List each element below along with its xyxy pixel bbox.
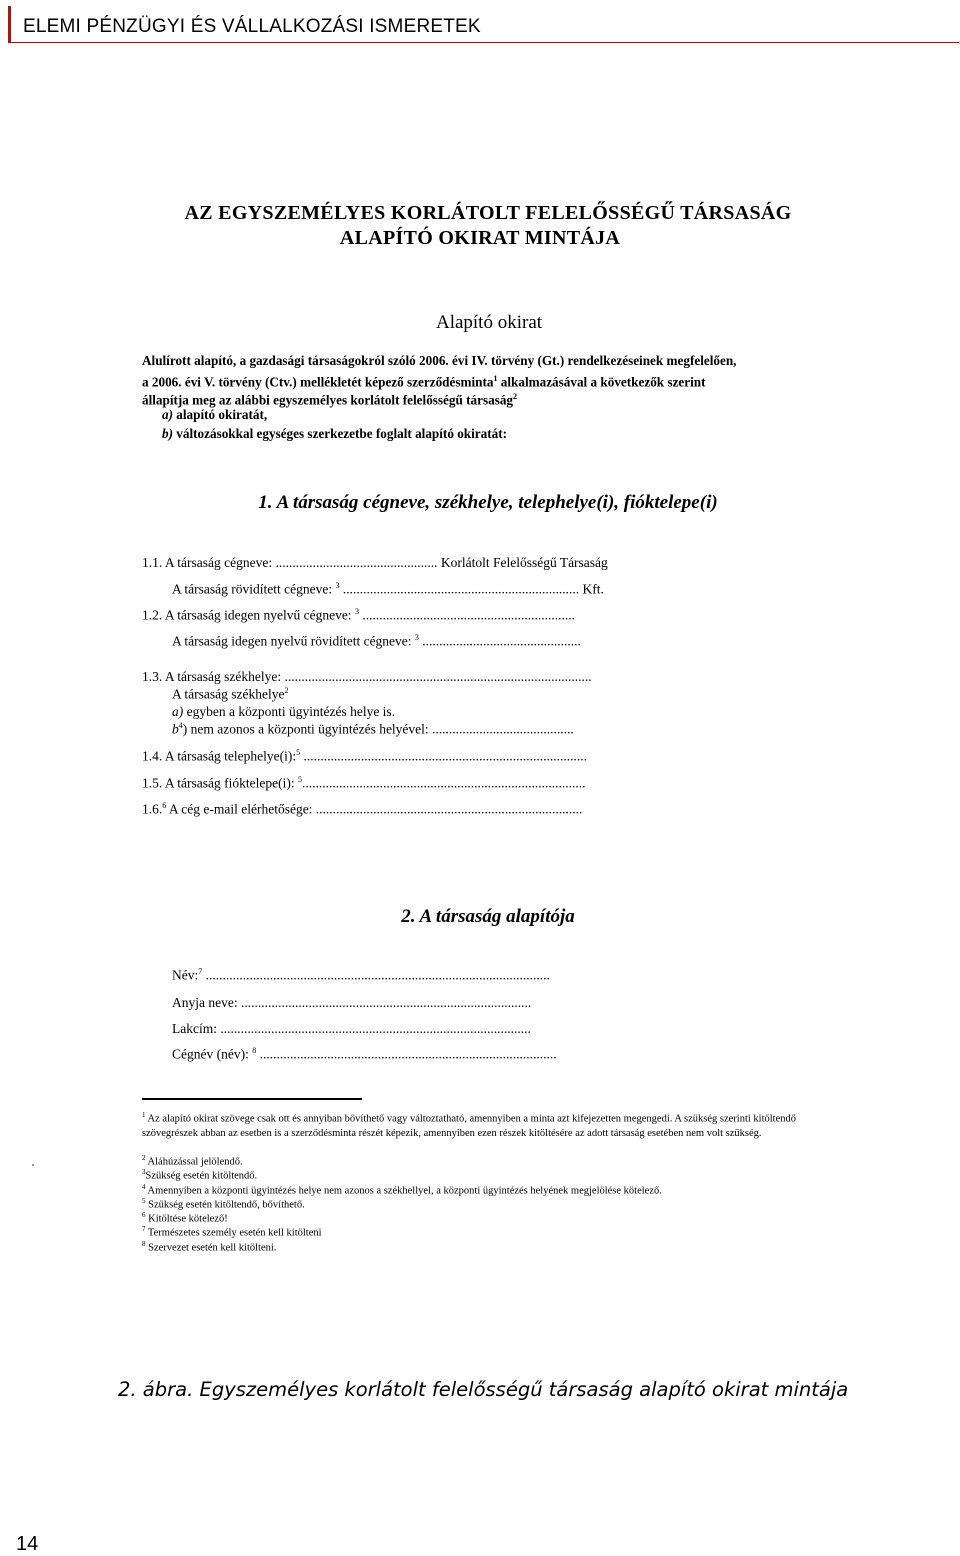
szekhely-option-a: a) egyben a központi ügyintézés helye is. (172, 704, 396, 719)
footnote-8: $^8$ Szervezet esetén kell kitölteni. (142, 1240, 277, 1254)
intro-item-b: b) változásokkal egységes szerkezetbe foglalt alapító okiratát: (162, 426, 508, 441)
footnote-3: $^3$Szükség esetén kitöltendő. (142, 1168, 258, 1182)
field-rovid-cegnev: A társaság rövidített cégneve: $^3$ ...................................................................... Kft. (172, 581, 604, 597)
szekhely-label: A társaság székhelye$^2$ (172, 686, 289, 702)
footnote-divider (142, 1098, 362, 1100)
field-nev: Név:$^7$ ...................................................................................................... (172, 967, 550, 983)
document-subtitle: Alapító okirat (435, 312, 543, 333)
page-number: 14 (16, 1533, 39, 1555)
field-szekhely: 1.3. A társaság székhelye: ........................................................................................... (142, 669, 592, 684)
footnote-4: $^4$ Amennyiben a központi ügyintézés helye nem azonos a székhellyel, a központi ügyintézés helyének megjelölése kötelező. (142, 1183, 662, 1197)
section2-heading: 2. A társaság alapítója (401, 906, 575, 927)
szekhely-option-b: $b^4$) nem azonos a központi ügyintézés helyével: .......................................... (172, 721, 574, 737)
intro-line-2: a 2006. évi V. törvény (Ctv.) mellékletét képező szerződésminta$^1$ alkalmazásával a következők szerint (142, 374, 706, 390)
running-header-title: ELEMI PÉNZÜGYI ÉS VÁLLALKOZÁSI ISMERETEK (23, 16, 481, 37)
scan-speck (32, 1164, 34, 1166)
field-telephely: 1.4. A társaság telephelye(i):$^5$ .................................................................................... (142, 748, 587, 764)
footnote-2: $^2$ Aláhúzással jelölendő. (142, 1154, 243, 1168)
footnote-5: $^5$ Szükség esetén kitöltendő, bővíthető. (142, 1197, 305, 1211)
intro-line-3: állapítja meg az alábbi egyszemélyes korlátolt felelősségű társaság$^2$ (142, 392, 518, 408)
field-email: 1.6.$^6$ A cég e-mail elérhetősége: ............................................................................... (142, 801, 583, 817)
intro-item-a: a) alapító okiratát, (162, 407, 268, 422)
document-title-line1: AZ EGYSZEMÉLYES KORLÁTOLT FELELŐSSÉGŰ TÁRSASÁG (184, 202, 792, 224)
field-cegnev: 1.1. A társaság cégneve: ................................................ Korlátolt Felelősségű Társaság (142, 555, 608, 570)
field-idegen-rovid-cegnev: A társaság idegen nyelvű rövidített cégneve: $^3$ ............................................... (172, 633, 581, 649)
footnote-7: $^7$ Természetes személy esetén kell kitölteni (142, 1225, 322, 1239)
section1-heading: 1. A társaság cégneve, székhelye, telephelye(i), fióktelepe(i) (258, 492, 718, 513)
field-lakcim: Lakcím: ............................................................................................ (172, 1021, 531, 1036)
document-title-line2: ALAPÍTÓ OKIRAT MINTÁJA (339, 227, 621, 249)
running-header (8, 6, 959, 43)
field-cegnev-nev: Cégnév (név): $^8$ ........................................................................................ (172, 1046, 557, 1062)
field-idegen-cegnev: 1.2. A társaság idegen nyelvű cégneve: $^3$ ............................................................... (142, 607, 575, 623)
field-anyja-neve: Anyja neve: ...................................................................................... (172, 995, 532, 1010)
footnote-6: $^6$ Kitöltése kötelező! (142, 1211, 228, 1225)
field-fioktelep: 1.5. A társaság fióktelepe(i): $^5$.................................................................................... (142, 775, 586, 791)
footnote-1: $^1$ Az alapító okirat szövege csak ott és annyiban bővíthető vagy változtatható, amennyiben a minta azt kifejezetten megengedi. A szükség szerinti kitöltendő szövegrészek abban az esetben is a szerződésminta részét képezik, amennyiben ezen részek kitöltésére az adott társaság esetében nem volt szükség. (142, 1111, 797, 1139)
figure-caption: 2. ábra. Egyszemélyes korlátolt felelősségű társaság alapító okirat mintája (118, 1378, 849, 1401)
intro-line-1: Alulírott alapító, a gazdasági társaságokról szóló 2006. évi IV. törvény (Gt.) rendelkezéseinek megfelelően, (142, 353, 737, 368)
